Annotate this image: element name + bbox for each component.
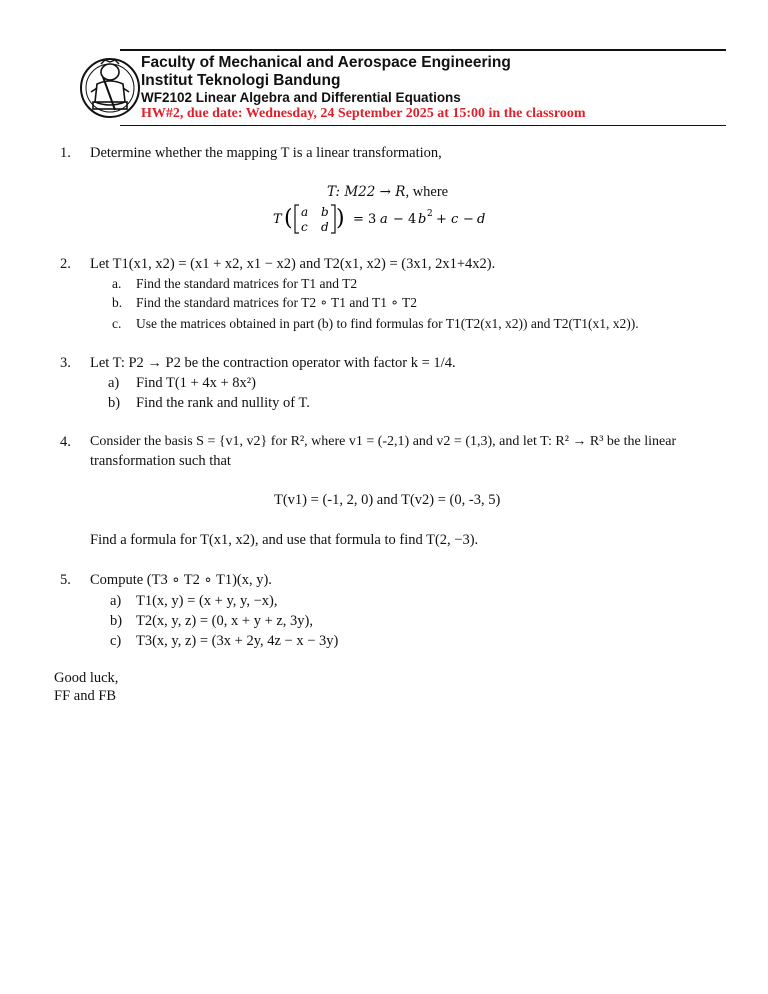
subpart-text: Find the rank and nullity of T. (136, 395, 310, 411)
svg-text:a: a (380, 212, 388, 227)
svg-text:2: 2 (427, 209, 433, 219)
svg-text:T: T (273, 212, 282, 227)
subpart-text: Find T(1 + 4x + 8x²) (136, 375, 256, 391)
subpart-label: a. (112, 276, 122, 291)
problem-text-continued: transformation such that (90, 453, 231, 469)
mapping-where: , where (405, 184, 449, 200)
homework-due-line: HW#2, due date: Wednesday, 24 September 2025 at 15:00 in the classroom (141, 106, 586, 121)
closing-line: Good luck, (54, 670, 119, 686)
subpart-label: c) (110, 633, 122, 649)
svg-text:− 4: − 4 (393, 212, 417, 227)
problem-text: Consider the basis S = {v1, v2} for R², where v1 = (-2,1) and v2 = (1,3), and let T: R² → R³ be the linear (90, 434, 677, 449)
subpart-text: Find the standard matrices for T1 and T2 (136, 276, 358, 291)
transformation-images: T(v1) = (-1, 2, 0) and T(v2) = (0, -3, 5) (274, 492, 501, 508)
subpart-label: a) (108, 375, 120, 391)
header-bottom-rule (120, 125, 726, 126)
institute-title: Institut Teknologi Bandung (141, 72, 341, 89)
subpart-text: T2(x, y, z) = (0, x + y + z, 3y), (136, 613, 314, 629)
svg-text:= 3: = 3 (353, 212, 377, 227)
header-top-rule (120, 49, 726, 51)
subpart-label: a) (110, 593, 122, 609)
problem-number: 3. (60, 355, 71, 371)
svg-text:): ) (336, 206, 345, 231)
subpart-text: T1(x, y) = (x + y, y, −x), (136, 593, 278, 609)
subpart-text: Use the matrices obtained in part (b) to find formulas for T1(T2(x1, x2)) and T2(T1(x1, x2)). (136, 316, 639, 331)
svg-text:c: c (451, 212, 459, 227)
subpart-label: b. (112, 295, 123, 310)
subpart-label: b) (108, 395, 121, 411)
problem-number: 5. (60, 572, 71, 588)
signature-line: FF and FB (54, 688, 117, 704)
problem-text: Determine whether the mapping T is a linear transformation, (90, 145, 442, 161)
problem-text: Compute (T3 ∘ T2 ∘ T1)(x, y). (90, 572, 272, 588)
svg-text:−: − (463, 212, 474, 227)
subpart-label: c. (112, 316, 122, 331)
problem-task: Find a formula for T(x1, x2), and use that formula to find T(2, −3). (90, 532, 479, 548)
svg-text:d: d (321, 220, 329, 234)
mapping-math: T: M22 → R (327, 184, 406, 200)
svg-text:a: a (301, 205, 309, 219)
itb-ganesha-logo-icon (79, 50, 141, 125)
problem-text: Let T1(x1, x2) = (x1 + x2, x1 − x2) and T2(x1, x2) = (3x1, 2x1+4x2). (90, 256, 496, 272)
svg-text:c: c (301, 220, 308, 234)
subpart-text: Find the standard matrices for T2 ∘ T1 and T1 ∘ T2 (136, 295, 417, 310)
svg-text:(: ( (284, 206, 293, 231)
course-title: WF2102 Linear Algebra and Differential Equations (141, 90, 461, 105)
problem-text: Let T: P2 → P2 be the contraction operator with factor k = 1/4. (90, 355, 456, 371)
svg-text:b: b (418, 212, 427, 227)
problem-number: 1. (60, 145, 71, 161)
problem-number: 4. (60, 434, 71, 450)
subpart-text: T3(x, y, z) = (3x + 2y, 4z − x − 3y) (136, 633, 339, 649)
mapping-line (327, 184, 448, 201)
svg-text:d: d (477, 212, 486, 227)
subpart-label: b) (110, 613, 123, 629)
matrix-formula (273, 201, 513, 235)
faculty-title: Faculty of Mechanical and Aerospace Engineering (141, 54, 511, 71)
problem-number: 2. (60, 256, 71, 272)
formula-line (273, 201, 513, 240)
svg-text:b: b (321, 205, 329, 219)
svg-text:+: + (436, 212, 447, 227)
